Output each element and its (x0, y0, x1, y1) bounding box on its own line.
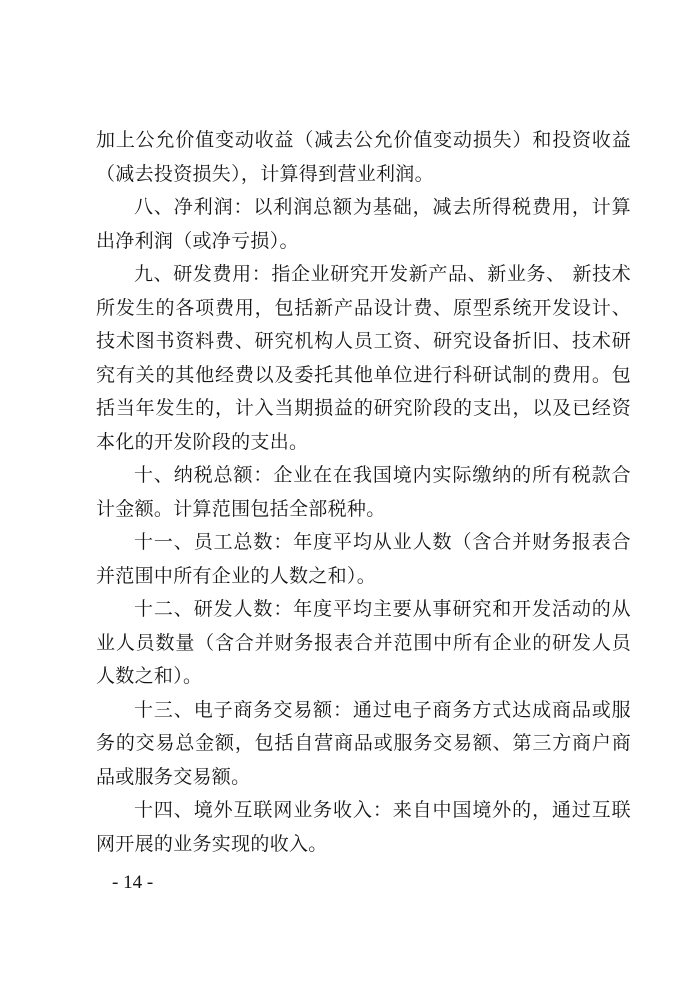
paragraph-ecommerce-volume: 十三、电子商务交易额：通过电子商务方式达成商品或服务的交易总金额，包括自营商品或服务交易额、第三方商户商品或服务交易额。 (96, 698, 631, 788)
paragraph-total-employees: 十一、员工总数：年度平均从业人数（含合并财务报表合并范围中所有企业的人数之和）。 (96, 531, 631, 587)
document-body (96, 124, 631, 861)
paragraph-net-profit: 八、净利润：以利润总额为基础，减去所得税费用，计算出净利润（或净亏损）。 (96, 196, 631, 252)
paragraph-overseas-internet-revenue: 十四、境外互联网业务收入：来自中国境外的，通过互联网开展的业务实现的收入。 (96, 799, 631, 855)
paragraph-total-tax: 十、纳税总额：企业在在我国境内实际缴纳的所有税款合计金额。计算范围包括全部税种。 (96, 464, 631, 520)
paragraph-rd-expenses: 九、研发费用：指企业研究开发新产品、新业务、 新技术所发生的各项费用，包括新产品设计费、原型系统开发设计、技术图书资料费、研究机构人员工资、研究设备折旧、技术研究有关的其他经费以及委托其他单位进行科研试制的费用。包括当年发生的，计入当期损益的研究阶段的支出，以及已经资本化的开发阶段的支出。 (96, 263, 631, 453)
paragraph-rd-staff: 十二、研发人数：年度平均主要从事研究和开发活动的从业人员数量（含合并财务报表合并范围中所有企业的研发人员人数之和）。 (96, 598, 631, 687)
page-number: - 14 - (112, 872, 154, 893)
paragraph-operating-profit-continued: 加上公允价值变动收益（减去公允价值变动损失）和投资收益（减去投资损失），计算得到营业利润。 (96, 129, 631, 185)
